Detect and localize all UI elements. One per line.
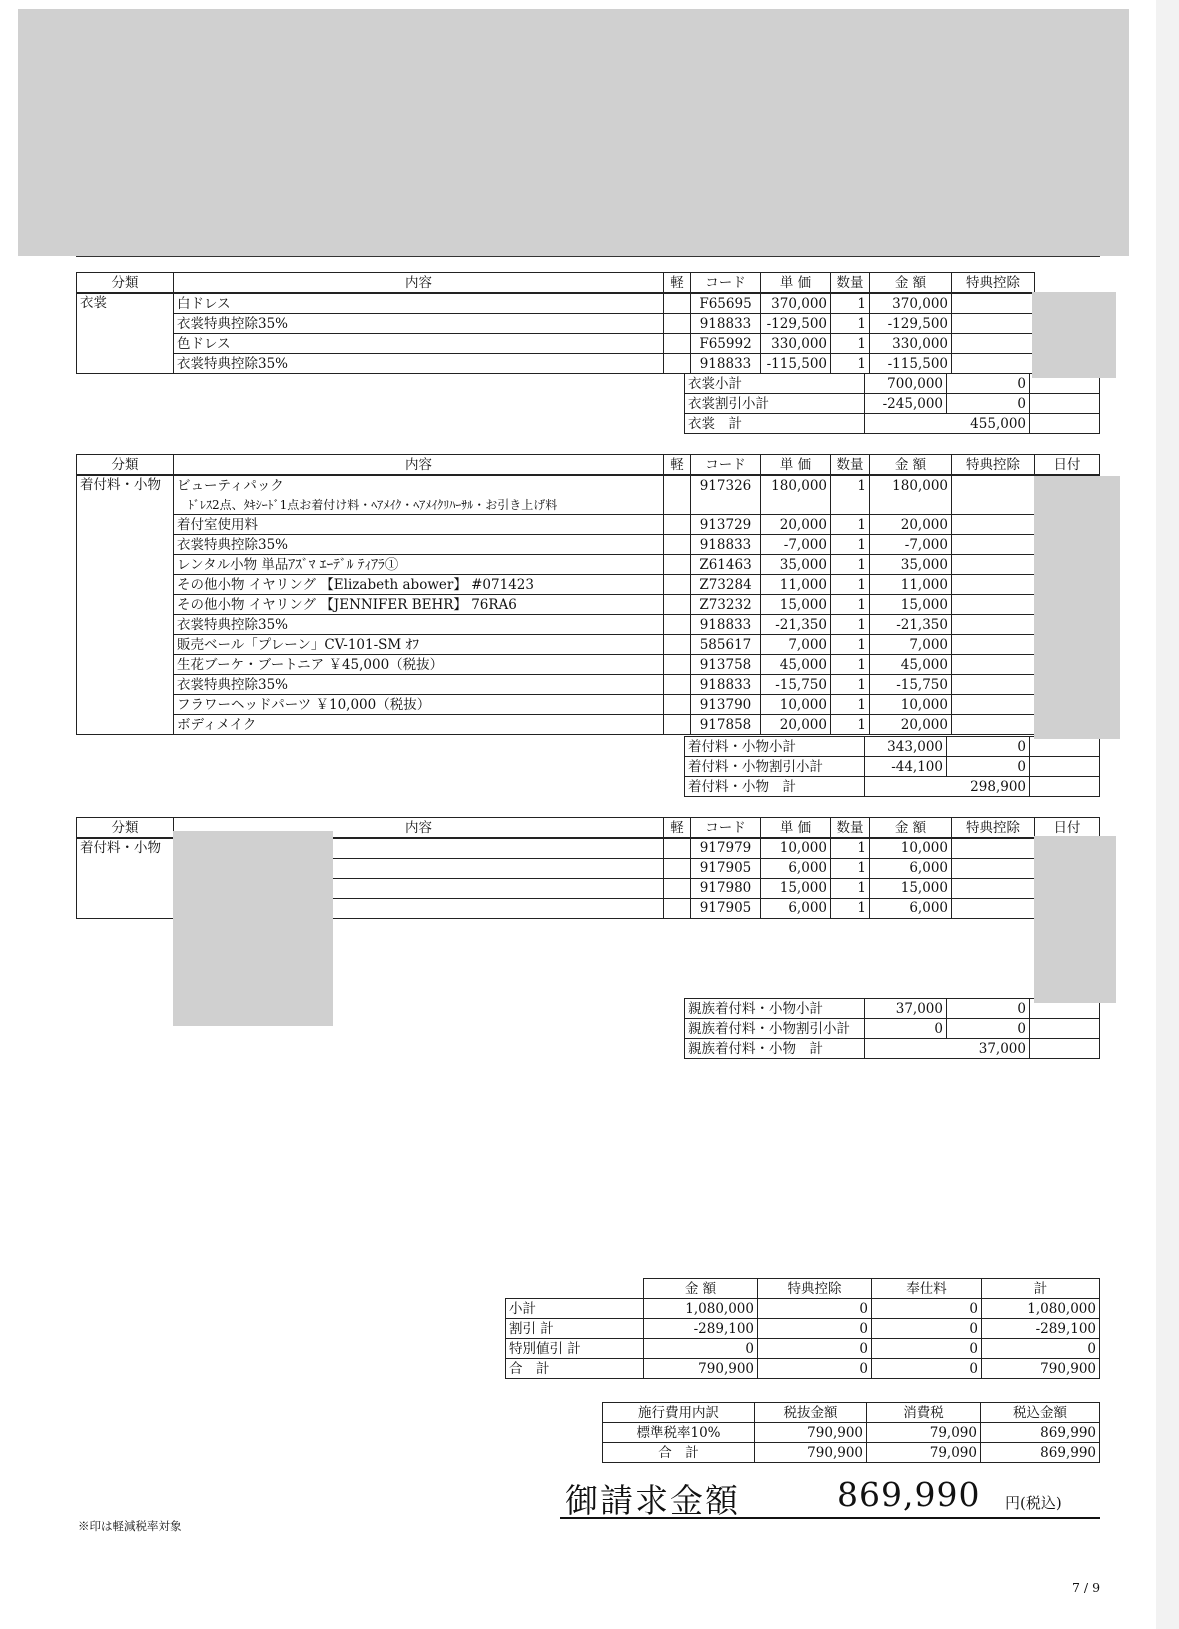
header-date: 日付 [1035, 455, 1100, 476]
top-rule [76, 256, 1100, 257]
qty-cell: 1 [831, 879, 870, 899]
amount-cell: 15,000 [870, 595, 952, 615]
qty-cell: 1 [831, 655, 870, 675]
header-qty: 数量 [831, 818, 870, 839]
header-code: コード [691, 273, 761, 294]
amount-cell: 10,000 [870, 838, 952, 859]
table-row [77, 515, 1100, 535]
subtotal-benefit: 0 [947, 374, 1030, 394]
qty-cell: 1 [831, 515, 870, 535]
header-qty: 数量 [831, 273, 870, 294]
table-row [77, 655, 1100, 675]
amount-cell: -15,750 [870, 675, 952, 695]
qty-cell: 1 [831, 595, 870, 615]
discount-label: 着付料・小物割引小計 [685, 757, 865, 777]
redacted-header [18, 9, 1129, 256]
qty-cell: 1 [831, 635, 870, 655]
table-row [77, 635, 1100, 655]
amount-cell: 11,000 [870, 575, 952, 595]
code-cell: 917858 [691, 715, 761, 735]
summary-row [506, 1359, 1100, 1379]
section-family-totals [684, 998, 1100, 1059]
header-category: 分類 [77, 818, 174, 839]
qty-cell: 1 [831, 675, 870, 695]
redacted-dates-3 [1034, 836, 1116, 1003]
qty-cell: 1 [831, 715, 870, 735]
price-cell: 10,000 [761, 695, 831, 715]
invoice-title: 御請求金額 [565, 1481, 740, 1520]
redacted-items-3 [173, 831, 333, 1026]
item-cell: 衣裳特典控除35% [174, 615, 664, 635]
amount-cell: 330,000 [870, 334, 952, 354]
item-cell: 生花ブーケ・ブートニア ￥45,000（税抜） [174, 655, 664, 675]
table-row [77, 475, 1100, 495]
table-row [77, 575, 1100, 595]
header-qty: 数量 [831, 455, 870, 476]
tax-header-tax: 消費税 [867, 1403, 981, 1423]
amount-cell: -7,000 [870, 535, 952, 555]
category-cell: 衣裳 [77, 293, 174, 374]
item-cell: その他小物 イヤリング 【JENNIFER BEHR】 76RA6 [174, 595, 664, 615]
total-amount: 455,000 [865, 414, 1030, 434]
table-row [77, 293, 1035, 314]
header-light: 軽 [664, 818, 691, 839]
summary-label: 小計 [506, 1299, 644, 1319]
summary-table [505, 1278, 1100, 1379]
header-category: 分類 [77, 455, 174, 476]
price-cell: 20,000 [761, 715, 831, 735]
total-label: 着付料・小物 計 [685, 777, 865, 797]
price-cell: 330,000 [761, 334, 831, 354]
total-label: 親族着付料・小物 計 [685, 1039, 865, 1059]
code-cell: Z73232 [691, 595, 761, 615]
summary-benefit: 0 [758, 1299, 872, 1319]
price-cell: 35,000 [761, 555, 831, 575]
price-cell: -115,500 [761, 354, 831, 374]
code-cell: 913758 [691, 655, 761, 675]
invoice-underline [560, 1517, 1100, 1519]
item-cell: 衣裳特典控除35% [174, 314, 664, 334]
price-cell: 20,000 [761, 515, 831, 535]
summary-service: 0 [872, 1299, 982, 1319]
item-cell: 衣裳特典控除35% [174, 675, 664, 695]
amount-cell: -21,350 [870, 615, 952, 635]
summary-benefit: 0 [758, 1319, 872, 1339]
summary-row [506, 1339, 1100, 1359]
item-cell: 販売ベール「プレーン」CV-101-SM ｵﾌ [174, 635, 664, 655]
category-cell: 着付料・小物 [77, 838, 174, 919]
item-cell: 衣裳特典控除35% [174, 535, 664, 555]
tax-header-total: 税込金額 [981, 1403, 1100, 1423]
price-cell: -129,500 [761, 314, 831, 334]
subtotal-label: 親族着付料・小物小計 [685, 999, 865, 1019]
summary-total: 790,900 [982, 1359, 1100, 1379]
price-cell: 15,000 [761, 879, 831, 899]
tax-amount: 79,090 [867, 1443, 981, 1463]
price-cell: -15,750 [761, 675, 831, 695]
table-row [77, 354, 1035, 374]
tax-total: 869,990 [981, 1423, 1100, 1443]
item-cell: フラワーヘッドパーツ ￥10,000（税抜） [174, 695, 664, 715]
subtotal-amount: 700,000 [865, 374, 947, 394]
table-row [77, 695, 1100, 715]
code-cell: Z61463 [691, 555, 761, 575]
qty-cell: 1 [831, 615, 870, 635]
discount-label: 親族着付料・小物割引小計 [685, 1019, 865, 1039]
page-number: 7 / 9 [1072, 1580, 1101, 1595]
header-row [77, 455, 1100, 476]
table-row [77, 715, 1100, 735]
tax-header-breakdown: 施行費用内訳 [603, 1403, 755, 1423]
summary-header-amount: 金 額 [644, 1279, 758, 1299]
header-amount: 金 額 [870, 273, 952, 294]
table-row [77, 334, 1035, 354]
header-benefit: 特典控除 [952, 818, 1035, 839]
tax-header-row [603, 1403, 1100, 1423]
summary-row [506, 1319, 1100, 1339]
price-cell: 11,000 [761, 575, 831, 595]
table-row [77, 675, 1100, 695]
summary-label: 割引 計 [506, 1319, 644, 1339]
table-row [77, 615, 1100, 635]
summary-service: 0 [872, 1359, 982, 1379]
price-cell: 370,000 [761, 293, 831, 314]
tax-header-pretax: 税抜金額 [755, 1403, 867, 1423]
summary-amount: 0 [644, 1339, 758, 1359]
subtotal-amount: 343,000 [865, 737, 947, 757]
section-dressing-totals [684, 736, 1100, 797]
category-cell: 着付料・小物 [77, 475, 174, 735]
summary-service: 0 [872, 1339, 982, 1359]
header-content: 内容 [174, 818, 664, 839]
section-costume-totals [684, 373, 1100, 434]
header-content: 内容 [174, 273, 664, 294]
header-unit-price: 単 価 [761, 818, 831, 839]
code-cell: 917905 [691, 899, 761, 919]
code-cell: 917905 [691, 859, 761, 879]
summary-total: 0 [982, 1339, 1100, 1359]
table-row [77, 495, 1100, 515]
price-cell: 10,000 [761, 838, 831, 859]
tax-table [602, 1402, 1100, 1463]
code-cell: 913790 [691, 695, 761, 715]
amount-cell: -115,500 [870, 354, 952, 374]
table-row [77, 555, 1100, 575]
summary-total: -289,100 [982, 1319, 1100, 1339]
header-code: コード [691, 818, 761, 839]
amount-cell: 15,000 [870, 879, 952, 899]
summary-total: 1,080,000 [982, 1299, 1100, 1319]
code-cell: 918833 [691, 615, 761, 635]
qty-cell: 1 [831, 838, 870, 859]
subtotal-label: 着付料・小物小計 [685, 737, 865, 757]
tax-label: 標準税率10% [603, 1423, 755, 1443]
invoice-unit: 円(税込) [1005, 1494, 1062, 1512]
amount-cell: 35,000 [870, 555, 952, 575]
header-content: 内容 [174, 455, 664, 476]
header-light: 軽 [664, 455, 691, 476]
amount-cell: 20,000 [870, 715, 952, 735]
qty-cell: 1 [831, 555, 870, 575]
summary-header-service: 奉仕料 [872, 1279, 982, 1299]
summary-amount: 1,080,000 [644, 1299, 758, 1319]
total-amount: 298,900 [865, 777, 1030, 797]
code-cell: 917326 [691, 475, 761, 495]
section-dressing-table [76, 454, 1100, 735]
total-amount: 37,000 [865, 1039, 1030, 1059]
code-cell: 913729 [691, 515, 761, 535]
total-label: 衣裳 計 [685, 414, 865, 434]
qty-cell: 1 [831, 354, 870, 374]
amount-cell: 45,000 [870, 655, 952, 675]
price-cell: -21,350 [761, 615, 831, 635]
qty-cell: 1 [831, 314, 870, 334]
item-cell: ボディメイク [174, 715, 664, 735]
table-row [77, 535, 1100, 555]
qty-cell: 1 [831, 535, 870, 555]
discount-benefit: 0 [947, 757, 1030, 777]
code-cell: 918833 [691, 354, 761, 374]
tax-pretax: 790,900 [755, 1443, 867, 1463]
summary-header-row [506, 1279, 1100, 1299]
subtotal-benefit: 0 [947, 737, 1030, 757]
tax-row [603, 1443, 1100, 1463]
code-cell: 918833 [691, 675, 761, 695]
item-cell: 衣裳特典控除35% [174, 354, 664, 374]
item-cell: ビューティパック [174, 475, 664, 495]
redacted-dates-2 [1034, 476, 1120, 739]
amount-cell: -129,500 [870, 314, 952, 334]
header-benefit: 特典控除 [952, 273, 1035, 294]
header-code: コード [691, 455, 761, 476]
tax-label: 合 計 [603, 1443, 755, 1463]
discount-label: 衣裳割引小計 [685, 394, 865, 414]
section-costume-table [76, 272, 1035, 374]
code-cell: Z73284 [691, 575, 761, 595]
amount-cell: 6,000 [870, 899, 952, 919]
qty-cell: 1 [831, 293, 870, 314]
amount-cell: 180,000 [870, 475, 952, 495]
summary-benefit: 0 [758, 1339, 872, 1359]
code-cell: 918833 [691, 314, 761, 334]
tax-pretax: 790,900 [755, 1423, 867, 1443]
page-edge [1156, 0, 1179, 1629]
table-row [77, 314, 1035, 334]
summary-header-total: 計 [982, 1279, 1100, 1299]
amount-cell: 6,000 [870, 859, 952, 879]
item-cell: 色ドレス [174, 334, 664, 354]
price-cell: 45,000 [761, 655, 831, 675]
header-benefit: 特典控除 [952, 455, 1035, 476]
header-unit-price: 単 価 [761, 273, 831, 294]
subtotal-amount: 37,000 [865, 999, 947, 1019]
subtotal-benefit: 0 [947, 999, 1030, 1019]
summary-label: 合 計 [506, 1359, 644, 1379]
qty-cell: 1 [831, 899, 870, 919]
amount-cell: 7,000 [870, 635, 952, 655]
item-cell: 白ドレス [174, 293, 664, 314]
tax-amount: 79,090 [867, 1423, 981, 1443]
summary-amount: -289,100 [644, 1319, 758, 1339]
code-cell: 585617 [691, 635, 761, 655]
invoice-amount: 869,990 [837, 1475, 981, 1514]
code-cell: 917979 [691, 838, 761, 859]
header-amount: 金 額 [870, 455, 952, 476]
header-light: 軽 [664, 273, 691, 294]
redacted-dates-1 [1032, 292, 1116, 378]
amount-cell: 20,000 [870, 515, 952, 535]
code-cell: 917980 [691, 879, 761, 899]
qty-cell: 1 [831, 475, 870, 495]
discount-amount: -245,000 [865, 394, 947, 414]
code-cell: 918833 [691, 535, 761, 555]
item-cell: レンタル小物 単品ｱｽﾞﾏ ｴｰﾃﾞﾙ ﾃｨｱﾗ① [174, 555, 664, 575]
discount-amount: 0 [865, 1019, 947, 1039]
discount-amount: -44,100 [865, 757, 947, 777]
summary-row [506, 1299, 1100, 1319]
summary-benefit: 0 [758, 1359, 872, 1379]
item-detail-cell: ﾄﾞﾚｽ2点、ﾀｷｼｰﾄﾞ1点お着付け料・ﾍｱﾒｲｸ・ﾍｱﾒｲｸﾘﾊｰｻﾙ・お引き上げ料 [174, 495, 664, 515]
price-cell: 7,000 [761, 635, 831, 655]
tax-row [603, 1423, 1100, 1443]
summary-label: 特別値引 計 [506, 1339, 644, 1359]
item-cell: 着付室使用料 [174, 515, 664, 535]
price-cell: -7,000 [761, 535, 831, 555]
header-unit-price: 単 価 [761, 455, 831, 476]
price-cell: 180,000 [761, 475, 831, 495]
header-category: 分類 [77, 273, 174, 294]
qty-cell: 1 [831, 334, 870, 354]
summary-header-benefit: 特典控除 [758, 1279, 872, 1299]
code-cell: F65695 [691, 293, 761, 314]
header-amount: 金 額 [870, 818, 952, 839]
amount-cell: 10,000 [870, 695, 952, 715]
price-cell: 6,000 [761, 899, 831, 919]
summary-amount: 790,900 [644, 1359, 758, 1379]
qty-cell: 1 [831, 859, 870, 879]
header-row [77, 273, 1035, 294]
subtotal-label: 衣裳小計 [685, 374, 865, 394]
footnote: ※印は軽減税率対象 [78, 1519, 182, 1533]
price-cell: 15,000 [761, 595, 831, 615]
item-cell: その他小物 イヤリング 【Elizabeth abower】 #071423 [174, 575, 664, 595]
discount-benefit: 0 [947, 394, 1030, 414]
price-cell: 6,000 [761, 859, 831, 879]
code-cell: F65992 [691, 334, 761, 354]
qty-cell: 1 [831, 575, 870, 595]
tax-total: 869,990 [981, 1443, 1100, 1463]
discount-benefit: 0 [947, 1019, 1030, 1039]
header-date: 日付 [1035, 818, 1100, 839]
summary-service: 0 [872, 1319, 982, 1339]
table-row [77, 595, 1100, 615]
qty-cell: 1 [831, 695, 870, 715]
amount-cell: 370,000 [870, 293, 952, 314]
